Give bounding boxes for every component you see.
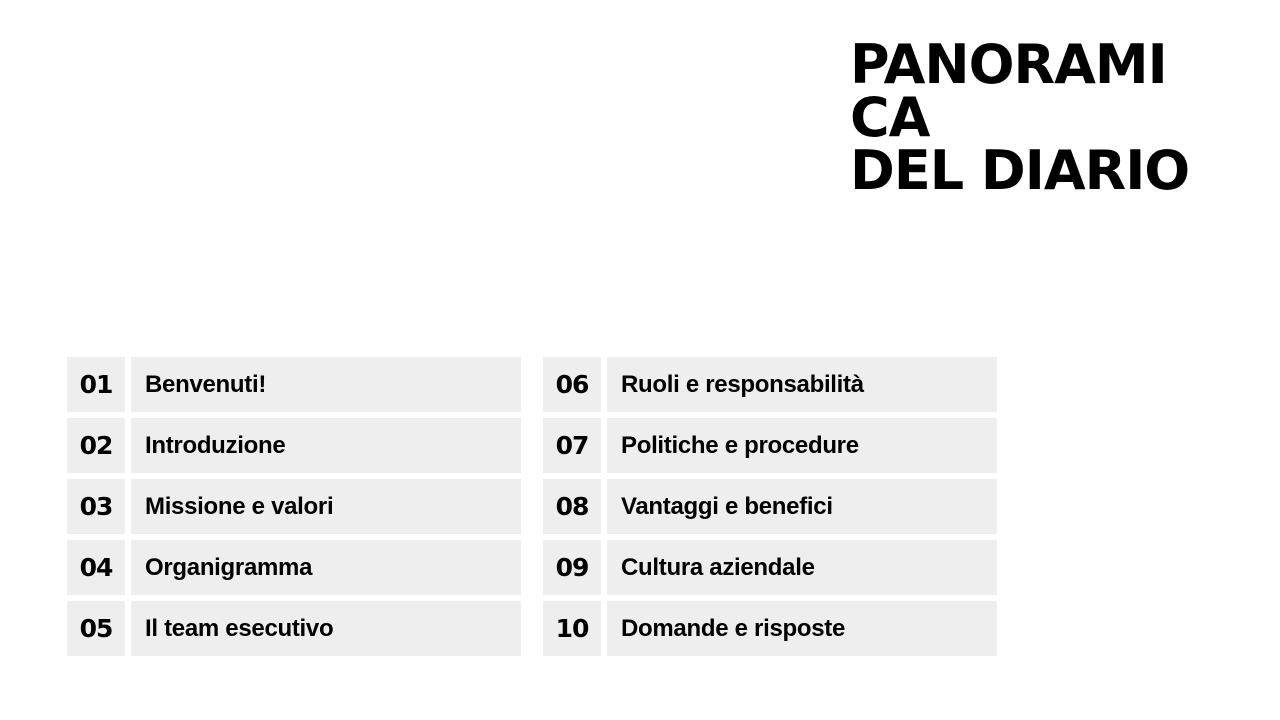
agenda-label: Politiche e procedure bbox=[607, 418, 997, 473]
agenda-number: 05 bbox=[67, 601, 125, 656]
agenda-item-09[interactable] bbox=[543, 540, 997, 595]
agenda-item-08[interactable] bbox=[543, 479, 997, 534]
agenda-label: Benvenuti! bbox=[131, 357, 521, 412]
title-line-1: PANORAMI bbox=[850, 33, 1167, 96]
title-line-3: DEL DIARIO bbox=[850, 139, 1190, 202]
agenda-number: 06 bbox=[543, 357, 601, 412]
agenda-label: Vantaggi e benefici bbox=[607, 479, 997, 534]
agenda-label: Organigramma bbox=[131, 540, 521, 595]
agenda-item-10[interactable] bbox=[543, 601, 997, 656]
agenda-item-06[interactable] bbox=[543, 357, 997, 412]
agenda-label: Ruoli e responsabilità bbox=[607, 357, 997, 412]
agenda-label: Missione e valori bbox=[131, 479, 521, 534]
agenda-item-01[interactable] bbox=[67, 357, 521, 412]
agenda-number: 03 bbox=[67, 479, 125, 534]
agenda-label: Cultura aziendale bbox=[607, 540, 997, 595]
agenda-label: Il team esecutivo bbox=[131, 601, 521, 656]
agenda-item-02[interactable] bbox=[67, 418, 521, 473]
agenda-item-05[interactable] bbox=[67, 601, 521, 656]
agenda-number: 01 bbox=[67, 357, 125, 412]
agenda-number: 09 bbox=[543, 540, 601, 595]
agenda-item-04[interactable] bbox=[67, 540, 521, 595]
agenda-number: 07 bbox=[543, 418, 601, 473]
agenda-label: Domande e risposte bbox=[607, 601, 997, 656]
agenda-item-03[interactable] bbox=[67, 479, 521, 534]
page-title bbox=[850, 33, 1250, 202]
agenda-label: Introduzione bbox=[131, 418, 521, 473]
title-line-2: CA bbox=[850, 86, 930, 149]
agenda-number: 02 bbox=[67, 418, 125, 473]
agenda-list bbox=[67, 357, 1002, 657]
agenda-number: 04 bbox=[67, 540, 125, 595]
agenda-item-07[interactable] bbox=[543, 418, 997, 473]
agenda-number: 08 bbox=[543, 479, 601, 534]
agenda-number: 10 bbox=[543, 601, 601, 656]
